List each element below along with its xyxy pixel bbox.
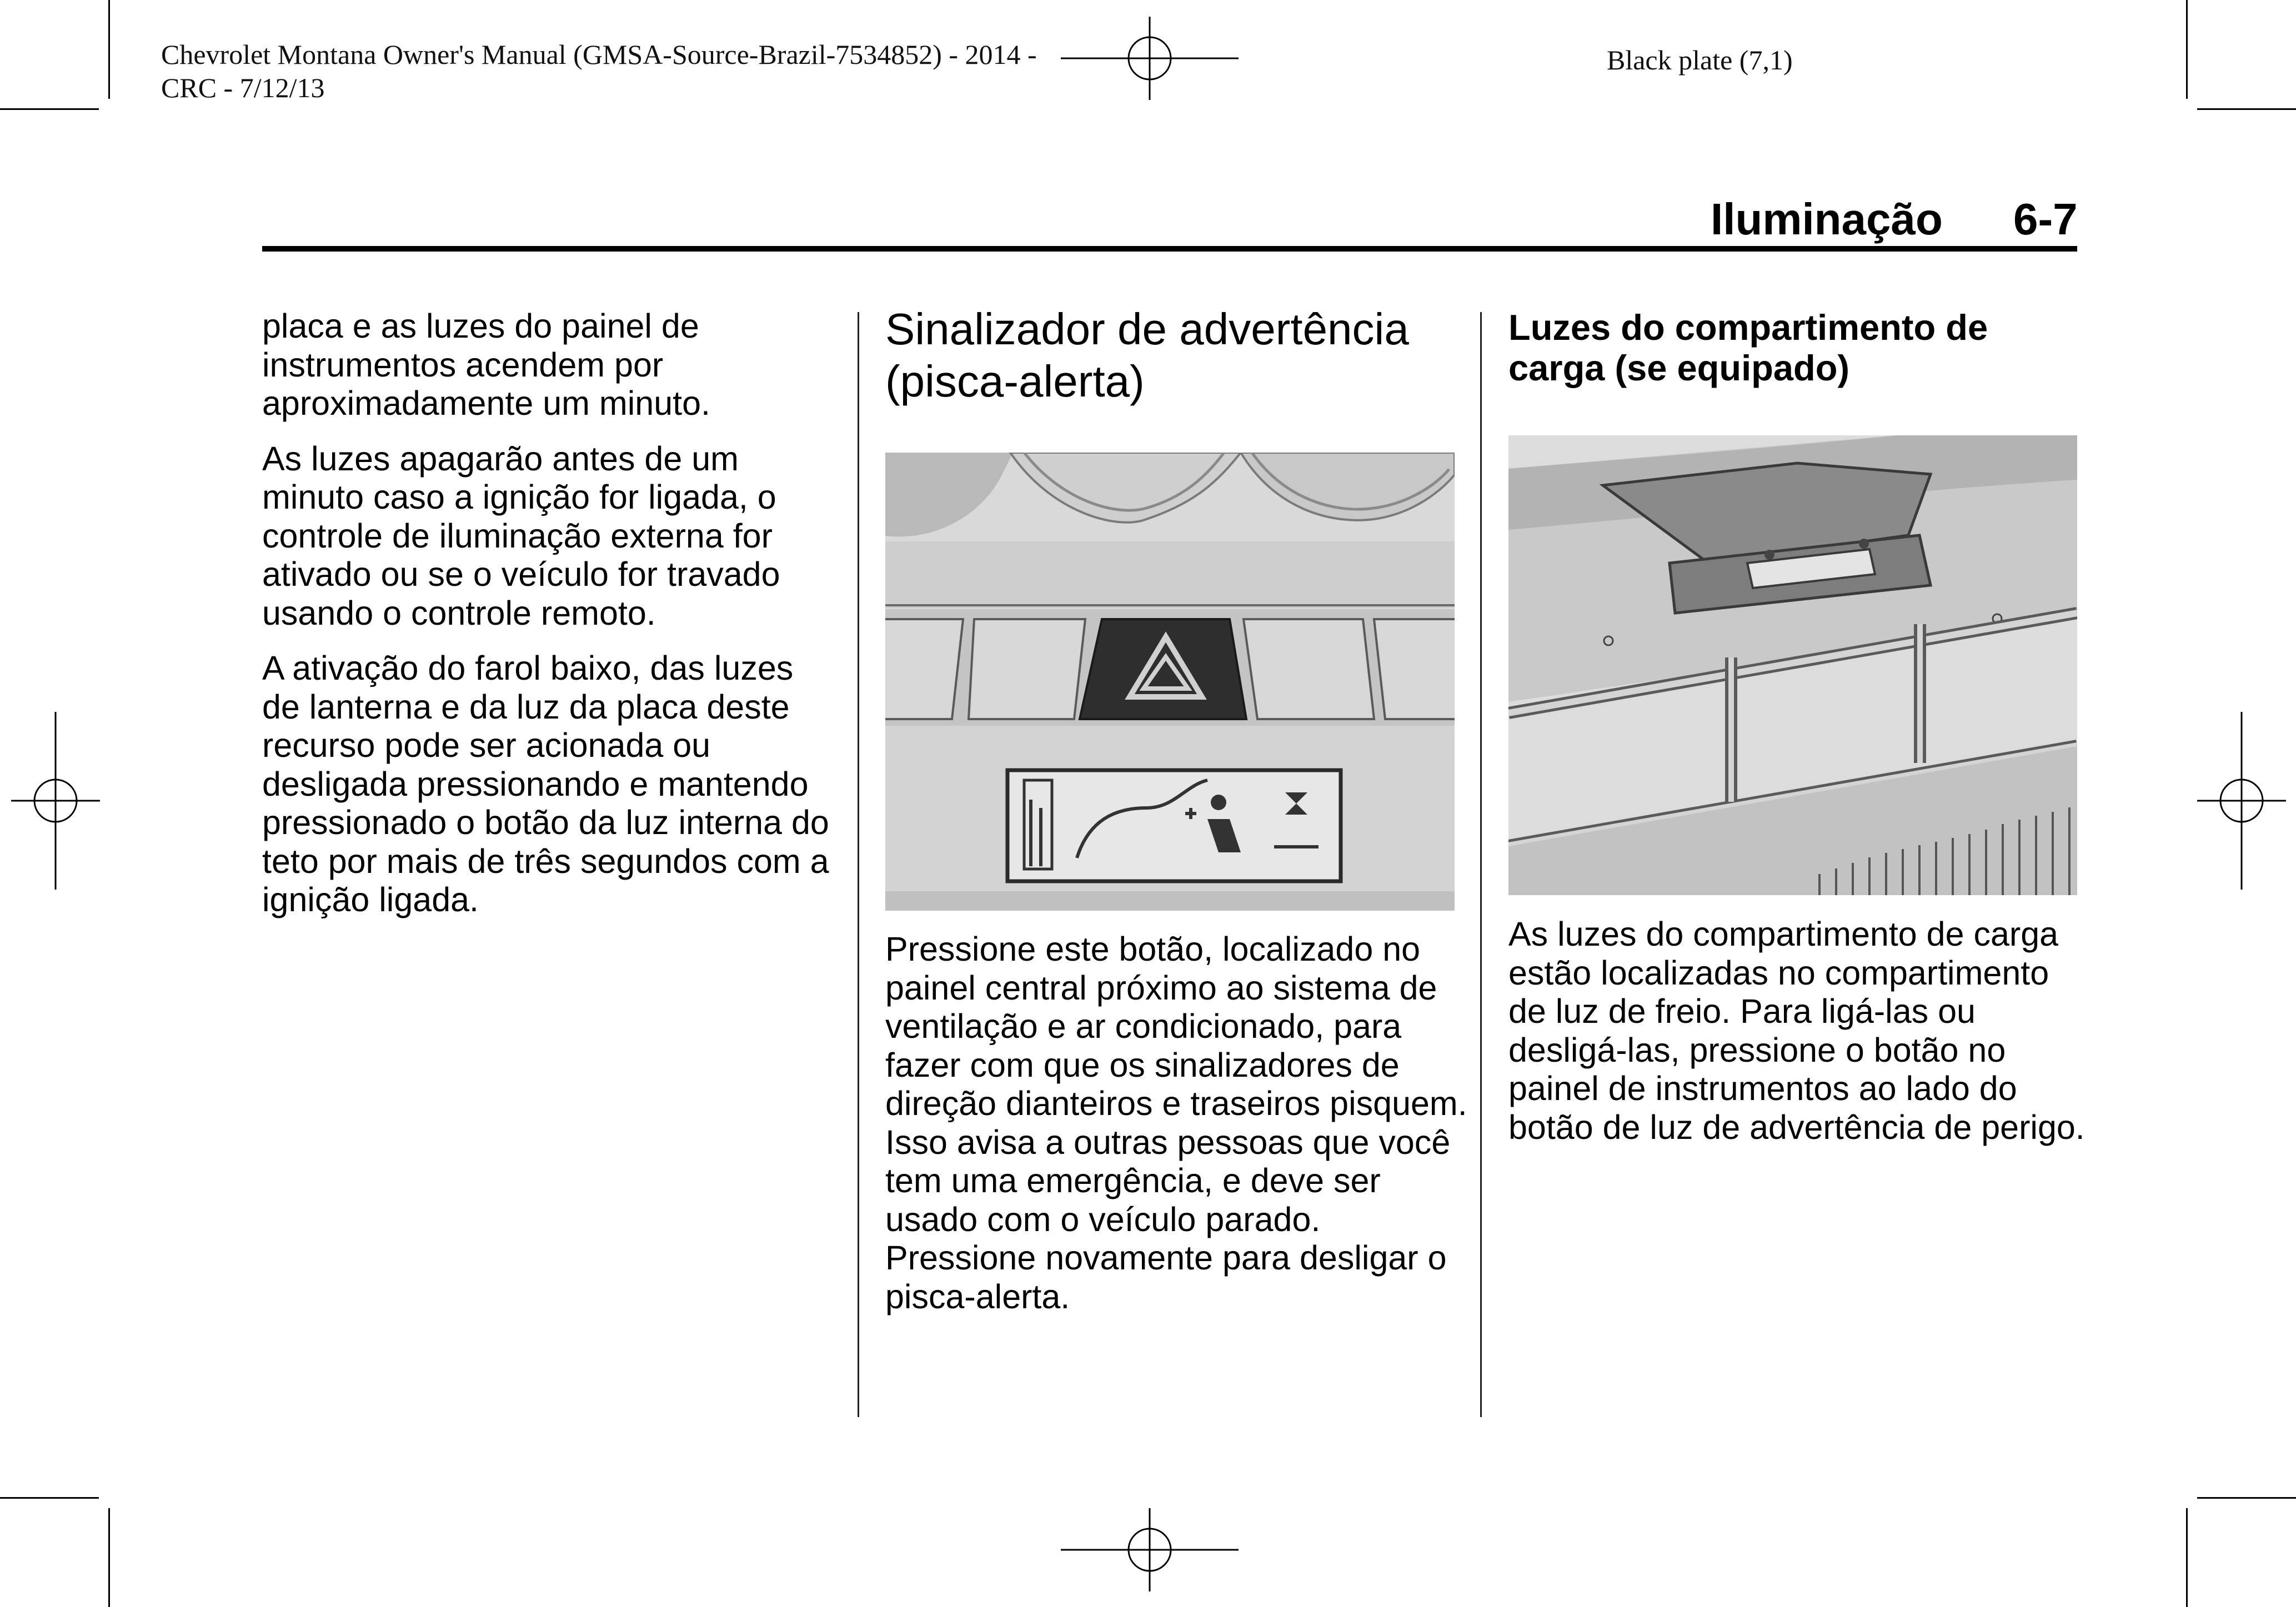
column-divider	[1480, 312, 1482, 1417]
running-head-section: Iluminação	[1711, 194, 1943, 244]
crop-mark	[2197, 108, 2296, 110]
crop-mark	[2186, 0, 2188, 99]
crop-mark	[0, 108, 99, 110]
crop-mark	[2197, 1497, 2296, 1499]
cargo-lamp-illustration	[1508, 435, 2077, 895]
running-head-page: 6-7	[2013, 194, 2078, 244]
header-rule	[262, 246, 2077, 252]
registration-mark-top	[1061, 17, 1239, 100]
crop-mark	[108, 0, 110, 99]
registration-mark-left	[11, 712, 100, 890]
plate-label: Black plate (7,1)	[1607, 44, 1793, 76]
column-2-body	[885, 930, 1468, 1333]
registration-mark-bottom	[1061, 1508, 1239, 1591]
section-title: Sinalizador de advertência (pisca-alerta)	[885, 304, 1409, 406]
column-2	[885, 303, 1463, 408]
document-header-line1: Chevrolet Montana Owner's Manual (GMSA-Source-Brazil-7534852) - 2014 -	[161, 39, 1037, 70]
paragraph: Pressione este botão, localizado no painel central próximo ao sistema de ventilação e ar condicionado, para fazer com que os sinalizadores de direção dianteiros e traseiros pisquem. Isso avisa a outras pessoas que você tem uma emergência, e deve ser usado com o veículo parado. Pressione novamente para desligar o pisca-alerta.	[885, 930, 1467, 1315]
document-header	[161, 38, 1037, 104]
hazard-button-illustration	[885, 453, 1455, 911]
paragraph: placa e as luzes do painel de instrumentos acendem por aproximadamente um minuto.	[262, 307, 710, 422]
crop-mark	[108, 1508, 110, 1607]
paragraph: As luzes apagarão antes de um minuto caso a ignição for ligada, o controle de iluminação externa for ativado ou se o veículo for travado usando o controle remoto.	[262, 439, 780, 632]
registration-mark-right	[2197, 712, 2286, 890]
paragraph: A ativação do farol baixo, das luzes de lanterna e da luz da placa deste recurso pode ser acionada ou desligada pressionando e mantendo pressionado o botão da luz interna do teto por mais de três segundos com a ignição ligada.	[262, 649, 829, 918]
column-1	[262, 307, 840, 936]
column-divider	[858, 312, 859, 1417]
crop-mark	[2186, 1508, 2188, 1607]
column-3-body	[1508, 915, 2086, 1163]
crop-mark	[0, 1497, 99, 1499]
paragraph: As luzes do compartimento de carga estão localizadas no compartimento de luz de freio. Para ligá-las ou desligá-las, pressione o botão no painel de instrumentos ao lado do botão de luz de advertência de perigo.	[1508, 915, 2085, 1146]
document-header-line2: CRC - 7/12/13	[161, 72, 325, 103]
section-subtitle: Luzes do compartimento de carga (se equipado)	[1508, 307, 1988, 388]
column-3	[1508, 307, 2081, 388]
